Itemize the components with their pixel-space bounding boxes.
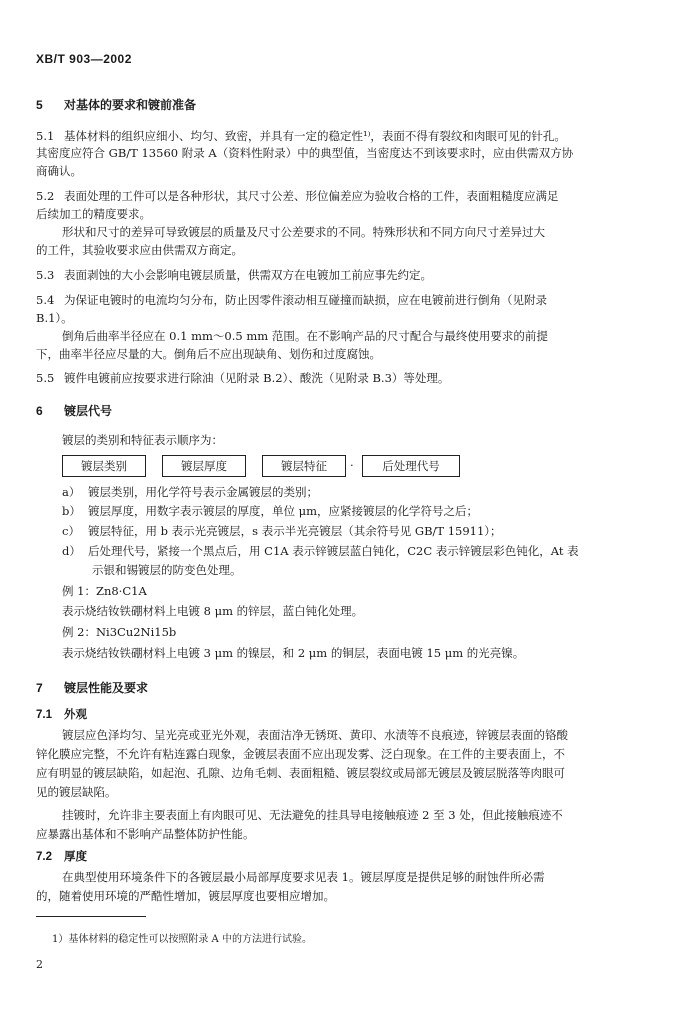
section-number: 5 — [36, 98, 43, 112]
para-7-1-line2: 锌化膜应完整，不允许有粘连露白现象，金镀层表面不应出现发雾、泛白现象。在工件的主要表面上，不 — [36, 747, 565, 761]
para-7-1-p2-line2: 应暴露出基体和不影响产品整体防护性能。 — [36, 827, 255, 841]
clause-number: 7.1 — [36, 709, 52, 721]
para-5-1-line2: 其密度应符合 GB/T 13560 附录 A（资料性附录）中的典型值，当密度达不到该要求时，应由供需双方协 — [36, 146, 574, 160]
list-text: 镀层厚度，用数字表示镀层的厚度，单位 μm，应紧接镀层的化学符号之后； — [88, 504, 479, 518]
para-5-2-line3: 形状和尺寸的差异可导致镀层的质量及尺寸公差要求的不同。特殊形状和不同方向尺寸差异过大 — [62, 225, 545, 239]
example-2: 例 2：Ni3Cu2Ni15b — [62, 625, 177, 639]
dot-separator: · — [350, 458, 354, 472]
box-coating-thickness: 镀层厚度 — [162, 455, 246, 477]
section-number: 7 — [36, 681, 43, 695]
list-item-d-cont: 示银和锡镀层的防变色处理。 — [92, 563, 242, 577]
para-5-4-line4: 下，曲率半径应尽量的大。倒角后不应出现缺角、划伤和过度腐蚀。 — [36, 347, 381, 361]
list-text: 后处理代号，紧接一个黑点后，用 C1A 表示锌镀层蓝白钝化，C2C 表示锌镀层彩色钝化，At 表 — [88, 544, 579, 558]
para-5-3-line1 — [36, 267, 661, 283]
section-title: 镀层代号 — [64, 404, 113, 418]
box-post-treatment-code: 后处理代号 — [362, 455, 460, 477]
clause-number: 5.4 — [36, 293, 55, 307]
section-5-heading — [36, 97, 661, 113]
page-number: 2 — [36, 958, 43, 971]
example-1: 例 1：Zn8·C1A — [62, 584, 147, 598]
list-text: 镀层特征，用 b 表示光亮镀层，s 表示半光亮镀层（其余符号见 GB/T 15911）； — [88, 524, 502, 538]
para-5-4-line3: 倒角后曲率半径应在 0.1 mm～0.5 mm 范围。在不影响产品的尺寸配合与最终使用要求的前提 — [62, 329, 548, 343]
para-text: 表面剥蚀的大小会影响电镀层质量，供需双方在电镀加工前应事先约定。 — [64, 268, 432, 282]
para-5-1-line1 — [36, 128, 661, 144]
para-text: 为保证电镀时的电流均匀分布，防止因零件滚动相互碰撞而缺损，应在电镀前进行倒角（见附录 — [64, 293, 547, 307]
clause-number: 5.1 — [36, 129, 55, 143]
para-7-1-line3: 应有明显的镀层缺陷，如起泡、孔隙、边角毛刺、表面粗糙、镀层裂纹或局部无镀层及镀层脱落等肉眼可 — [36, 766, 565, 780]
list-text: 镀层类别，用化学符号表示金属镀层的类别； — [88, 485, 318, 499]
list-item-c — [62, 523, 662, 539]
section-title: 对基体的要求和镀前准备 — [64, 98, 197, 112]
footnote-rule — [36, 916, 146, 917]
para-5-2-line2: 后续加工的精度要求。 — [36, 207, 151, 221]
para-text: 表面处理的工件可以是各种形状，其尺寸公差、形位偏差应为验收合格的工件，表面粗糙度应满足 — [64, 189, 559, 203]
para-text: 基体材料的组织应细小、均匀、致密，并具有一定的稳定性¹⁾，表面不得有裂纹和肉眼可见的针孔。 — [64, 129, 566, 143]
subsection-7-2-heading — [36, 849, 661, 865]
para-5-5-line1 — [36, 370, 661, 386]
list-item-d — [62, 543, 662, 559]
standard-code-header: XB/T 903—2002 — [36, 52, 132, 66]
list-marker: c） — [62, 524, 80, 538]
box-coating-feature: 镀层特征 — [262, 455, 346, 477]
example-1-desc: 表示烧结钕铁硼材料上电镀 8 μm 的锌层，蓝白钝化处理。 — [62, 604, 364, 618]
section-title: 镀层性能及要求 — [64, 681, 149, 695]
example-2-desc: 表示烧结钕铁硼材料上电镀 3 μm 的镍层，和 2 μm 的铜层，表面电镀 15 μm 的光亮镍。 — [62, 646, 525, 660]
section-7-heading — [36, 680, 661, 696]
para-text: 镀件电镀前应按要求进行除油（见附录 B.2）、酸洗（见附录 B.3）等处理。 — [64, 371, 450, 385]
subsection-title: 外观 — [64, 709, 87, 721]
section-number: 6 — [36, 404, 43, 418]
para-7-2-line2: 的，随着使用环境的严酷性增加，镀层厚度也要相应增加。 — [36, 889, 335, 903]
subsection-7-1-heading — [36, 707, 661, 723]
para-5-4-line1 — [36, 292, 661, 308]
footnote: 1）基体材料的稳定性可以按照附录 A 中的方法进行试验。 — [52, 934, 312, 945]
para-5-2-line4: 的工件，其验收要求应由供需双方商定。 — [36, 243, 243, 257]
subsection-title: 厚度 — [64, 851, 87, 863]
para-7-1-line4: 见的镀层缺陷。 — [36, 785, 117, 799]
para-5-2-line1 — [36, 188, 661, 204]
list-marker: b） — [62, 504, 81, 518]
list-item-b — [62, 503, 662, 519]
clause-number: 5.5 — [36, 371, 55, 385]
para-5-4-line2: B.1）。 — [36, 311, 73, 325]
list-item-a — [62, 484, 662, 500]
list-marker: a） — [62, 485, 81, 499]
clause-number: 5.3 — [36, 268, 55, 282]
para-5-1-line3: 商确认。 — [36, 164, 82, 178]
list-marker: d） — [62, 544, 81, 558]
box-coating-type: 镀层类别 — [62, 455, 146, 477]
para-7-2-line1: 在典型使用环境条件下的各镀层最小局部厚度要求见表 1。镀层厚度是提供足够的耐蚀件所必需 — [62, 870, 545, 884]
clause-number: 7.2 — [36, 851, 52, 863]
code-order-intro: 镀层的类别和特征表示顺序为： — [62, 433, 223, 447]
para-7-1-p2-line1: 挂镀时，允许非主要表面上有肉眼可见、无法避免的挂具导电接触痕迹 2 至 3 处，但此接触痕迹不 — [62, 808, 563, 822]
clause-number: 5.2 — [36, 189, 55, 203]
para-7-1-line1: 镀层应色泽均匀、呈光亮或亚光外观，表面洁净无锈斑、黄印、水渍等不良痕迹，锌镀层表面的铬酸 — [62, 728, 568, 742]
section-6-heading — [36, 403, 661, 419]
